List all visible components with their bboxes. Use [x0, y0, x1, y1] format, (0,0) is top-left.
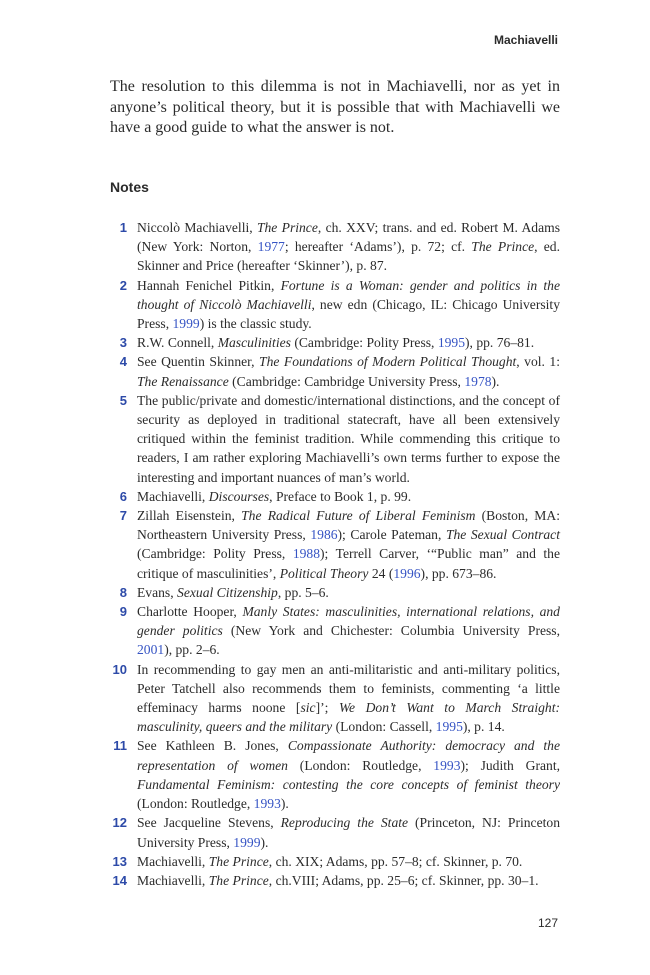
note-text-run: ); Terrell Carver, ‘“Public man” and the critique of masculinities’, [137, 546, 560, 581]
note-title-italic: Compassionate Authority: democracy and the representation of women [137, 738, 561, 773]
note-text-run: Hannah Fenichel Pitkin, [137, 277, 281, 293]
note-text-run: (Princeton, NJ: Princeton University Press, [137, 815, 560, 850]
page-number: 127 [537, 916, 558, 930]
note-text-run: (Cambridge: Polity Press, [137, 546, 293, 562]
note-title-italic: The Sexual Contract [445, 527, 560, 543]
note-text-run: See Jacqueline Stevens, [137, 815, 281, 831]
note-text [137, 854, 522, 869]
note-text-run: (Cambridge: Cambridge University Press, [228, 373, 465, 389]
reference-year-link[interactable]: 1995 [435, 719, 463, 735]
note-10 [110, 660, 560, 737]
note-title-italic: Masculinities [217, 335, 291, 351]
note-text-run: ), pp. 2–6. [164, 642, 220, 658]
note-title-italic: Manly States: masculinities, international relations, and gender politics [137, 604, 560, 639]
note-title-italic: Fundamental Feminism: contesting the core concepts of feminist theory [137, 776, 560, 792]
note-text-run: Machiavelli, [137, 853, 209, 869]
reference-year-link[interactable]: 1977 [257, 239, 285, 255]
note-number: 4 [119, 354, 127, 370]
note-title-italic: sic [300, 700, 316, 716]
note-text-run: ); Carole Pateman, [337, 527, 446, 543]
note-text-run: ). [491, 373, 500, 389]
note-text-run: , pp. 5–6. [277, 584, 329, 600]
note-title-italic: Fortune is a Woman: gender and politics in the thought of Niccolò Machiavelli [137, 277, 560, 312]
reference-year-link[interactable]: 2001 [137, 642, 165, 658]
note-text [137, 662, 560, 735]
note-text-run: Zillah Eisenstein, [137, 508, 242, 524]
note-text-run: 24 ( [368, 565, 394, 581]
note-text-run: (New York and Chichester: Columbia University Press, [222, 623, 560, 639]
note-text-run: Charlotte Hooper, [137, 604, 243, 620]
note-text-run: ) is the classic study. [199, 316, 312, 332]
note-text-run: ), pp. 76–81. [465, 335, 535, 351]
note-number: 8 [119, 584, 127, 600]
note-text [137, 873, 539, 888]
note-text-run: See Quentin Skinner, [137, 354, 260, 370]
note-number: 11 [113, 738, 127, 754]
note-text-run: (London: Routledge, [287, 757, 434, 773]
note-text-run: ); Judith Grant, [460, 757, 560, 773]
note-text-run: The public/private and domestic/international distinctions, and the concept of security as deployed in traditional statecraft, have all been extensively critiqued within the feminist tradition. While commending this critique to readers, I am rather exploring Machiavelli’s own terms further to expose the interesting and important nuances of man’s world. [137, 392, 560, 485]
note-text-run: ; hereafter ‘Adams’), p. 72; cf. [284, 239, 472, 255]
note-3 [110, 333, 560, 352]
note-text-run: ), p. 14. [462, 719, 505, 735]
note-title-italic: The Prince [256, 220, 318, 235]
reference-year-link[interactable]: 1999 [172, 316, 200, 332]
reference-year-link[interactable]: 1993 [253, 796, 281, 812]
reference-year-link[interactable]: 1986 [310, 527, 338, 543]
note-11 [110, 736, 560, 813]
note-title-italic: The Foundations of Modern Political Thought [259, 354, 517, 370]
notes-heading: Notes [110, 179, 149, 195]
note-text [137, 604, 560, 657]
note-title-italic: Reproducing the State [280, 815, 409, 831]
note-text [137, 220, 560, 273]
note-text [137, 335, 534, 350]
note-text-run: In recommending to gay men an anti-militaristic and anti-military politics, Peter Tatchell also recommends them to feminists, commenting ‘a little effeminacy harms noone [ [137, 661, 560, 716]
note-8 [110, 583, 560, 602]
note-number: 12 [112, 815, 127, 831]
note-text-run: Machiavelli, [137, 488, 209, 504]
note-number: 10 [112, 661, 127, 677]
note-text-run: Niccolò Machiavelli, [137, 220, 257, 235]
note-title-italic: The Renaissance [137, 373, 229, 389]
reference-year-link[interactable]: 1999 [233, 834, 261, 850]
note-number: 9 [119, 604, 127, 620]
note-14 [110, 871, 560, 890]
note-text [137, 393, 560, 485]
note-text-run: , ed. Skinner and Price (hereafter ‘Skinner’), p. 87. [137, 239, 560, 274]
note-7 [110, 506, 560, 583]
note-text-run: See Kathleen B. Jones, [137, 738, 288, 754]
note-1 [110, 218, 560, 276]
notes-list [110, 218, 560, 890]
note-13 [110, 852, 560, 871]
note-4 [110, 352, 560, 390]
note-text [137, 489, 411, 504]
note-text-run: Evans, [137, 584, 178, 600]
note-12 [110, 813, 560, 851]
note-number: 7 [119, 508, 127, 524]
note-text [137, 354, 560, 388]
note-text-run: (London: Routledge, [137, 796, 254, 812]
note-5 [110, 391, 560, 487]
note-text-run: (London: Cassell, [332, 719, 436, 735]
note-number: 3 [119, 335, 127, 351]
note-title-italic: Discourses [208, 488, 270, 504]
note-title-italic: The Prince [471, 239, 535, 255]
note-title-italic: Sexual Citizenship [177, 584, 278, 600]
note-text-run: ), pp. 673–86. [420, 565, 497, 581]
note-6 [110, 487, 560, 506]
note-title-italic: We Don’t Want to March Straight: masculinity, queers and the military [137, 700, 560, 735]
note-title-italic: Political Theory [279, 565, 369, 581]
reference-year-link[interactable]: 1995 [437, 335, 466, 351]
note-title-italic: The Prince [208, 872, 269, 888]
note-number: 2 [119, 277, 127, 293]
note-text-run: ]’; [315, 700, 339, 716]
note-text-run: (Boston, MA: Northeastern University Press, [137, 508, 560, 543]
note-number: 14 [112, 872, 127, 888]
note-text-run: , ch. XIX; Adams, pp. 57–8; cf. Skinner, p. 70. [268, 853, 523, 869]
reference-year-link[interactable]: 1996 [393, 565, 421, 581]
note-title-italic: The Radical Future of Liberal Feminism [241, 508, 476, 524]
note-text [137, 585, 329, 600]
note-text [137, 278, 560, 331]
note-number: 5 [119, 392, 127, 408]
note-text-run: R.W. Connell, [137, 335, 218, 351]
note-text [137, 508, 560, 581]
note-text-run: Machiavelli, [137, 872, 209, 888]
reference-year-link[interactable]: 1978 [464, 373, 492, 389]
note-number: 1 [119, 220, 127, 235]
running-head: Machiavelli [493, 33, 558, 47]
note-text [137, 738, 560, 811]
note-number: 6 [119, 488, 127, 504]
reference-year-link[interactable]: 1993 [433, 757, 461, 773]
note-2 [110, 276, 560, 334]
note-title-italic: The Prince [208, 853, 269, 869]
note-text-run: , new edn (Chicago, IL: Chicago University Press, [137, 296, 560, 332]
note-text-run: , Preface to Book 1, p. 99. [269, 488, 412, 504]
note-number: 13 [112, 853, 127, 869]
note-9 [110, 602, 560, 660]
note-text-run: , ch.VIII; Adams, pp. 25–6; cf. Skinner, pp. 30–1. [268, 872, 539, 888]
note-text-run: ). [280, 796, 289, 812]
intro-paragraph: The resolution to this dilemma is not in Machiavelli, nor as yet in anyone’s political theory, but it is possible that with Machiavelli we have a good guide to what the answer is not. [110, 78, 560, 136]
note-text-run: , vol. 1: [516, 354, 561, 370]
note-text-run: ). [260, 834, 269, 850]
note-text-run: (Cambridge: Polity Press, [290, 335, 438, 351]
note-text-run: , ch. XXV; trans. and ed. Robert M. Adams (New York: Norton, [137, 220, 560, 255]
reference-year-link[interactable]: 1988 [292, 546, 321, 562]
note-text [137, 815, 560, 849]
